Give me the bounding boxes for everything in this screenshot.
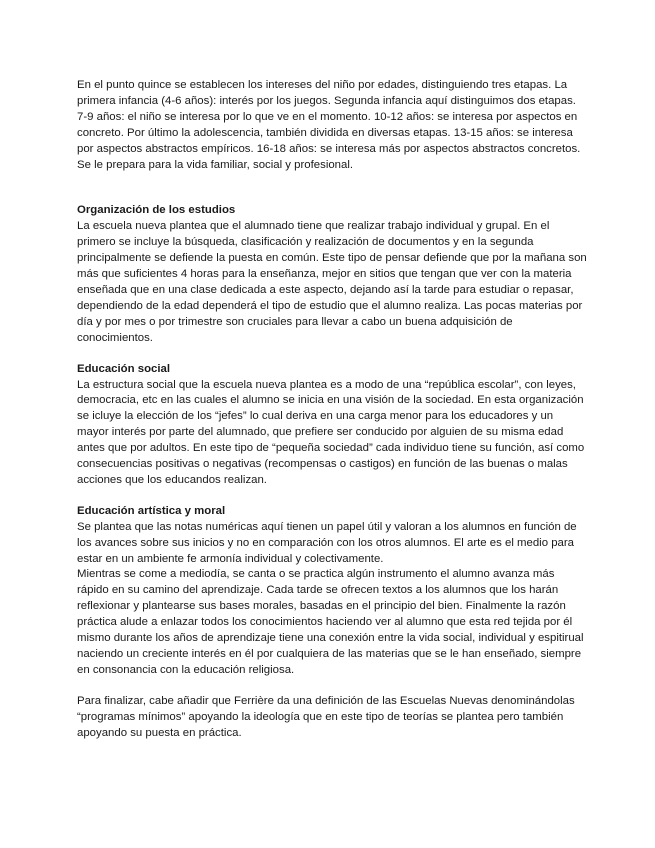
spacer xyxy=(77,347,587,362)
section-paragraph-artistica-1: Se plantea que las notas numéricas aquí tienen un papel útil y valoran a los alumnos en función de los avances sobre sus inicios y no en comparación con los otros alumnos. El arte es el medio para estar en un ambiente fe armonía individual y colectivamente. xyxy=(77,520,577,565)
spacer xyxy=(77,489,587,504)
section-heading-educacion-social: Educación social xyxy=(77,362,171,375)
intro-paragraph: En el punto quince se establecen los intereses del niño por edades, distinguiendo tres etapas. La primera infancia (4-6 años): interés por los juegos. Segunda infancia aquí distinguimos dos etapas. 7-9 años: el niño se interesa por lo que ve en el momento. 10-12 años: se interesa por aspectos en concreto. Por último la adolescencia, también dividida en diversas etapas. 13-15 años: se interesa por aspectos abstractos empíricos. 16-18 años: se interesa más por aspectos abstractos concretos. Se le prepara para la vida familiar, social y profesional. xyxy=(77,79,581,171)
document-page xyxy=(77,78,587,742)
section-paragraph-educacion-social: La estructura social que la escuela nueva plantea es a modo de una “república escolar”, con leyes, democracia, etc en las cuales el alumno se inicia en una visión de la sociedad. En esta organización se icluye la elección de los “jefes” lo cual deriva en una carga menor para los educadores y un mayor interés por parte del alumnado, que prefiere ser conducido por alguien de su misma edad antes que por adultos. En este tipo de “pequeña sociedad” cada individuo tiene su función, así como consecuencias positivas o negativas (recompensas o castigos) en función de las buenas o malas acciones que los educandos realizan. xyxy=(77,378,585,486)
section-paragraph-artistica-2: Mientras se come a mediodía, se canta o se practica algún instrumento el alumno avanza más rápido en su camino del aprendizaje. Cada tarde se ofrecen textos a los alumnos que los harán reflexionar y plantearse sus bases morales, basadas en el principio del bien. Finalmente la razón práctica alude a enlazar todos los conocimientos haciendo ver al alumno que esta red tejida por él mismo durante los años de aprendizaje tiene una conexión entre la vida social, individual y espitirual naciendo un creciente interés en él por cualquiera de las materias que se le han enseñado, siempre en consonancia con la educación religiosa. xyxy=(77,568,584,676)
spacer xyxy=(77,173,587,203)
section-paragraph-organizacion: La escuela nueva plantea que el alumnado tiene que realizar trabajo individual y grupal. En el primero se incluye la búsqueda, clasificación y realización de documentos y en la segunda principalmente se defiende la puesta en común. Este tipo de pensar defiende que por la mañana son más que suficientes 4 horas para la enseñanza, mejor en sitios que tengan que ver con la materia enseñada que en una clase dedicada a este aspecto, dejando así la tarde para estudiar o repasar, dependiendo de la edad dependerá el tipo de estudio que el alumno realiza. Las pocas materias por día y por mes o por trimestre son cruciales para llevar a cabo un buena adquisición de conocimientos. xyxy=(77,220,587,344)
spacer xyxy=(77,679,587,694)
conclusion-paragraph: Para finalizar, cabe añadir que Ferrière da una definición de las Escuelas Nuevas denominándolas “programas mínimos” apoyando la ideología que en este tipo de teorías se plantea pero también apoyando su puesta en práctica. xyxy=(77,694,575,739)
section-heading-educacion-artistica: Educación artística y moral xyxy=(77,504,226,517)
section-heading-organizacion: Organización de los estudios xyxy=(77,204,236,217)
